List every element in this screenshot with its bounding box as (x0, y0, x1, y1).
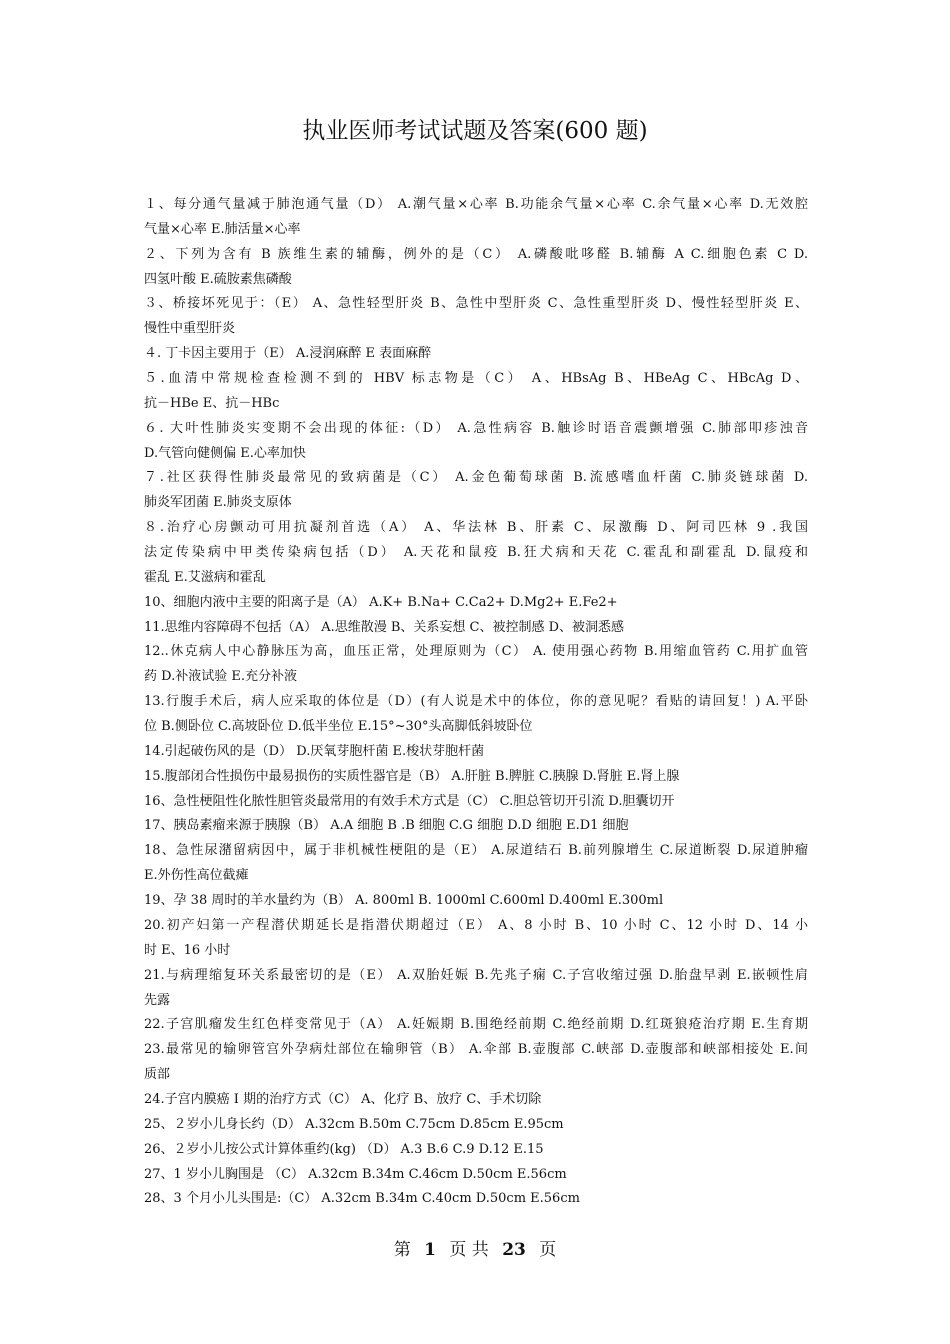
question-list (144, 193, 808, 1212)
text-line: 17、胰岛素瘤来源于胰腺（B） A.A 细胞 B .B 细胞 C.G 细胞 D.D 细胞 E.D1 细胞 (144, 818, 629, 834)
text-line: 10、细胞内液中主要的阳离子是（A） A.K+ B.Na+ C.Ca2+ D.Mg2+ E.Fe2+ (144, 594, 618, 610)
text-line: 23.最常见的输卵管宫外孕病灶部位在输卵管（B） A.伞部 B.壶腹部 C.峡部 D.壶腹部和峡部相接处 E.间 (144, 1042, 808, 1058)
text-line: 22.子宫肌瘤发生红色样变常见于（A） A.妊娠期 B.围绝经前期 C.绝经前期 D.红斑狼疮治疗期 E.生育期 (144, 1017, 808, 1033)
text-line: ２、下列为含有 B 族维生素的辅酶，例外的是（C） A.磷酸吡哆醛 B.辅酶 A C.细胞色素 C D. (144, 246, 808, 262)
text-line: １、每分通气量减于肺泡通气量（D） A.潮气量×心率 B.功能余气量×心率 C.余气量×心率 D.无效腔 (144, 197, 808, 212)
text-line: ４. 丁卡因主要用于（E） A.浸润麻醉 E 表面麻醉 (144, 346, 432, 362)
footer-suffix: 页 (539, 1240, 557, 1260)
text-line: ７.社区获得性肺炎最常见的致病菌是（C） A.金色葡萄球菌 B.流感嗜血杆菌 C.肺炎链球菌 D. (144, 470, 808, 486)
text-line: 气量×心率 E.肺活量×心率 (144, 221, 301, 237)
text-line: 27、1 岁小儿胸围是 （C） A.32cm B.34m C.46cm D.50cm E.56cm (144, 1166, 567, 1182)
text-line: 21.与病理缩复环关系最密切的是（E） A.双胎妊娠 B.先兆子痫 C.子宫收缩过强 D.胎盘早剥 E.嵌顿性肩 (144, 967, 808, 983)
text-line: D.气管向健侧偏 E.心率加快 (144, 445, 306, 461)
text-line: 四氢叶酸 E.硫胺素焦磷酸 (144, 271, 292, 287)
text-line: 先露 (144, 992, 171, 1008)
current-page-number: 1 (424, 1240, 436, 1260)
document-title: 执业医师考试试题及答案(600 题) (302, 118, 648, 144)
text-line: 14.引起破伤风的是（D） D.厌氧芽胞杆菌 E.梭状芽胞杆菌 (144, 743, 485, 759)
text-line: 位 B.侧卧位 C.高坡卧位 D.低半坐位 E.15°~30°头高脚低斜坡卧位 (144, 719, 533, 735)
text-line: 28、3 个月小儿头围是:（C） A.32cm B.34m C.40cm D.50cm E.56cm (144, 1191, 580, 1207)
text-line: 24.子宫内膜癌 I 期的治疗方式（C） A、化疗 B、放疗 C、手术切除 (144, 1091, 542, 1107)
text-line: 12..休克病人中心静脉压为高，血压正常，处理原则为（C） A. 使用强心药物 B.用缩血管药 C.用扩血管 (144, 644, 808, 660)
text-line: 法定传染病中甲类传染病包括（D） A.天花和鼠疫 B.狂犬病和天花 C.霍乱和副霍乱 D.鼠疫和 (144, 545, 808, 561)
total-page-number: 23 (502, 1240, 526, 1260)
text-line: ６. 大叶性肺炎实变期不会出现的体征:（D） A.急性病容 B.触诊时语音震颤增强 C.肺部叩疹浊音 (144, 420, 808, 436)
text-line: 11.思维内容障碍不包括（A） A.思维散漫 B、关系妄想 C、被控制感 D、被洞悉感 (144, 619, 625, 635)
text-line: E.外伤性高位截瘫 (144, 868, 249, 884)
text-line: ５.血清中常规检查检测不到的 HBV 标志物是（C） A、HBsAg B、HBeAg C、HBcAg D、 (144, 371, 808, 387)
text-line: 25、２岁小儿身长约（D） A.32cm B.50m C.75cm D.85cm E.95cm (144, 1116, 564, 1132)
text-line: 抗－HBe E、抗－HBc (144, 395, 280, 411)
text-line: 18、急性尿潴留病因中，属于非机械性梗阻的是（E） A.尿道结石 B.前列腺增生 C.尿道断裂 D.尿道肿瘤 (144, 843, 808, 859)
footer-prefix: 第 (393, 1240, 411, 1260)
text-line: 霍乱 E.艾滋病和霍乱 (144, 569, 266, 585)
text-line: 13.行腹手术后，病人应采取的体位是（D）(有人说是术中的体位，你的意见呢？看贴的请回复！) A.平卧 (144, 694, 808, 710)
text-line: 16、急性梗阻性化脓性胆管炎最常用的有效手术方式是（C） C.胆总管切开引流 D.胆囊切开 (144, 793, 675, 809)
text-line: 质部 (144, 1067, 171, 1083)
text-line: 肺炎军团菌 E.肺炎支原体 (144, 495, 292, 511)
text-line: 药 D.补液试验 E.充分补液 (144, 669, 297, 685)
text-line: ８.治疗心房颤动可用抗凝剂首选（A） A、华法林 B、肝素 C、尿激酶 D、阿司匹林 9 .我国 (144, 520, 808, 536)
text-line: 20.初产妇第一产程潜伏期延长是指潜伏期超过（E） A、8 小时 B、10 小时 C、12 小时 D、14 小 (144, 917, 808, 933)
text-line: 19、孕 38 周时的羊水量约为（B） A. 800ml B. 1000ml C.600ml D.400ml E.300ml (144, 893, 664, 909)
text-line: 15.腹部闭合性损伤中最易损伤的实质性器官是（B） A.肝脏 B.脾脏 C.胰腺 D.肾脏 E.肾上腺 (144, 768, 680, 784)
text-line: 时 E、16 小时 (144, 942, 231, 958)
footer-middle: 页 共 (449, 1240, 489, 1260)
text-line: ３、桥接坏死见于：（E） A、急性轻型肝炎 B、急性中型肝炎 C、急性重型肝炎 D、慢性轻型肝炎 E、 (144, 296, 808, 312)
text-line: 26、２岁小儿按公式计算体重约(kg) （D） A.3 B.6 C.9 D.12 E.15 (144, 1141, 544, 1157)
text-line: 慢性中重型肝炎 (144, 321, 236, 337)
page-footer (0, 1238, 950, 1262)
